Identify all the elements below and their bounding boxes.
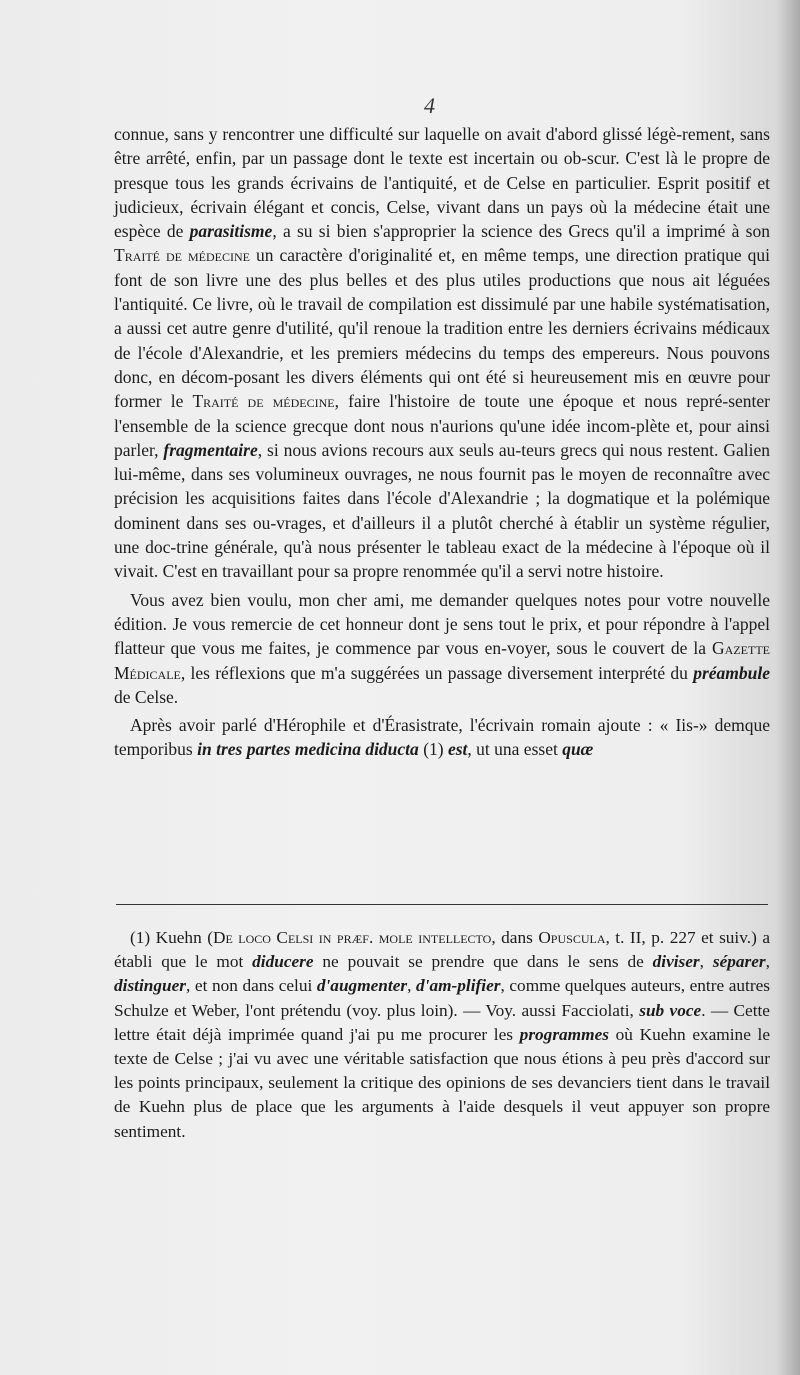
text-run: . — Cette lettre était déjà imprimée quand j'ai pu me procurer les <box>114 1000 770 1044</box>
text-run: , <box>765 952 770 972</box>
paragraph-3 <box>114 713 770 762</box>
text-run: , comme quelques auteurs, entre autres Schulze et Weber, l'ont prétendu (voy. plus loin). — Voy. aussi Facciolati, <box>114 976 770 1020</box>
emphasis-text: fragmentaire <box>163 439 258 460</box>
text-run: où Kuehn examine le texte de Celse ; j'ai vu avec une véritable satisfaction que nous étions à peu près d'accord sur les points principaux, seulement la critique des opinions de ses devanciers tient dans le travail de Kuehn plus de place que les arguments à l'aide desquels il veut appuyer son propre sentiment. <box>114 1024 770 1141</box>
body-text <box>114 122 770 762</box>
emphasis-text: d'am-plifier <box>416 976 501 996</box>
emphasis-text: programmes <box>519 1024 609 1044</box>
small-caps-text: Opuscula <box>538 928 606 947</box>
text-run: de Celse. <box>114 686 179 707</box>
text-run: , les réflexions que m'a suggérées un passage diversement interprété du <box>180 662 694 683</box>
emphasis-text: d'augmenter <box>316 976 408 996</box>
text-run: un caractère d'originalité et, en même temps, une direction pratique qui font de son livre une des plus belles et des plus utiles productions que nous ait léguées l'antiquité. Ce livre, où le travail de compilation est dissimulé par une habile systématisation, a aussi cet autre genre d'utilité, qu'il renoue la tradition entre les derniers écrivains médicaux de l'école d'Alexandrie, et les premiers médecins du temps des empereurs. Nous pouvons donc, en décom-posant les divers éléments qui ont été si heureusement mis en œuvre pour former le <box>114 245 770 412</box>
text-run: , si nous avions recours aux seuls au-teurs grecs qui nous restent. Galien lui-même, dans ses volumineux ouvrages, ne nous fournit pas le moyen de reconnaître avec précision les acquisitions faites dans l'école d'Alexandrie ; la dogmatique et la polémique dominent dans ses ou-vrages, et d'ailleurs il a plutôt cherché à établir un système régulier, une doc-trine générale, qu'à nous présenter le tableau exact de la médecine à l'époque où il vivait. C'est en travaillant pour sa propre renommée qu'il a servi notre histoire. <box>114 439 770 582</box>
emphasis-text: in tres partes medicina diducta <box>197 739 419 760</box>
text-run: (1) <box>418 739 448 760</box>
small-caps-text: Gazette Médicale <box>114 638 770 683</box>
text-run: , et non dans celui <box>186 976 317 996</box>
emphasis-text: quæ <box>562 739 594 760</box>
paragraph-2 <box>114 588 770 709</box>
paragraph-1 <box>114 122 770 584</box>
emphasis-text: sub voce <box>639 1000 702 1020</box>
text-run: , a su si bien s'approprier la science des Grecs qu'il a imprimé à son <box>272 221 770 242</box>
footnote-text <box>114 926 770 1144</box>
text-run: , <box>407 976 417 996</box>
text-run: connue, sans y rencontrer une difficulté sur laquelle on avait d'abord glissé légè-rement, sans être arrêté, enfin, par un passage dont le texte est incertain ou ob-scur. C'est là le propre de presque tous les grands écrivains de l'antiquité, et de Celse en particulier. Esprit positif et judicieux, écrivain élégant et concis, Celse, vivant dans un pays où la médecine était une espèce de <box>114 124 770 242</box>
emphasis-text: diducere <box>252 952 314 972</box>
footnote-separator <box>116 904 768 905</box>
emphasis-text: diviser <box>652 952 700 972</box>
page-number: 4 <box>424 93 435 118</box>
small-caps-text: Traité de médecine <box>192 391 335 412</box>
emphasis-text: parasitisme <box>189 221 273 242</box>
text-run: , <box>699 952 713 972</box>
text-run: ne pouvait se prendre que dans le sens de <box>313 952 653 972</box>
text-run: , t. II, p. 227 et suiv.) a établi que le mot <box>114 928 770 972</box>
small-caps-text: De loco Celsi in præf. mole intellecto <box>212 928 492 947</box>
emphasis-text: est <box>447 739 468 760</box>
text-run: , dans <box>491 928 539 947</box>
footnote <box>114 926 770 1144</box>
emphasis-text: préambule <box>693 662 770 683</box>
text-run: Après avoir parlé d'Hérophile et d'Érasistrate, l'écrivain romain ajoute : « Iis-» demque temporibus <box>114 715 770 760</box>
emphasis-text: distinguer <box>114 976 187 996</box>
text-run: (1) Kuehn ( <box>130 928 213 947</box>
text-run: , ut una esset <box>467 739 563 760</box>
small-caps-text: Traité de médecine <box>114 245 250 266</box>
text-run: Vous avez bien voulu, mon cher ami, me demander quelques notes pour votre nouvelle édition. Je vous remercie de cet honneur dont je sens tout le prix, et pour répondre à l'appel flatteur que vous me faites, je commence par vous en-voyer, sous le couvert de la <box>114 589 770 659</box>
emphasis-text: séparer <box>712 952 766 972</box>
text-run: , faire l'histoire de toute une époque et nous repré-senter l'ensemble de la science grecque dont nous n'aurions qu'une idée incom-plète et, pour ainsi parler, <box>114 391 770 460</box>
